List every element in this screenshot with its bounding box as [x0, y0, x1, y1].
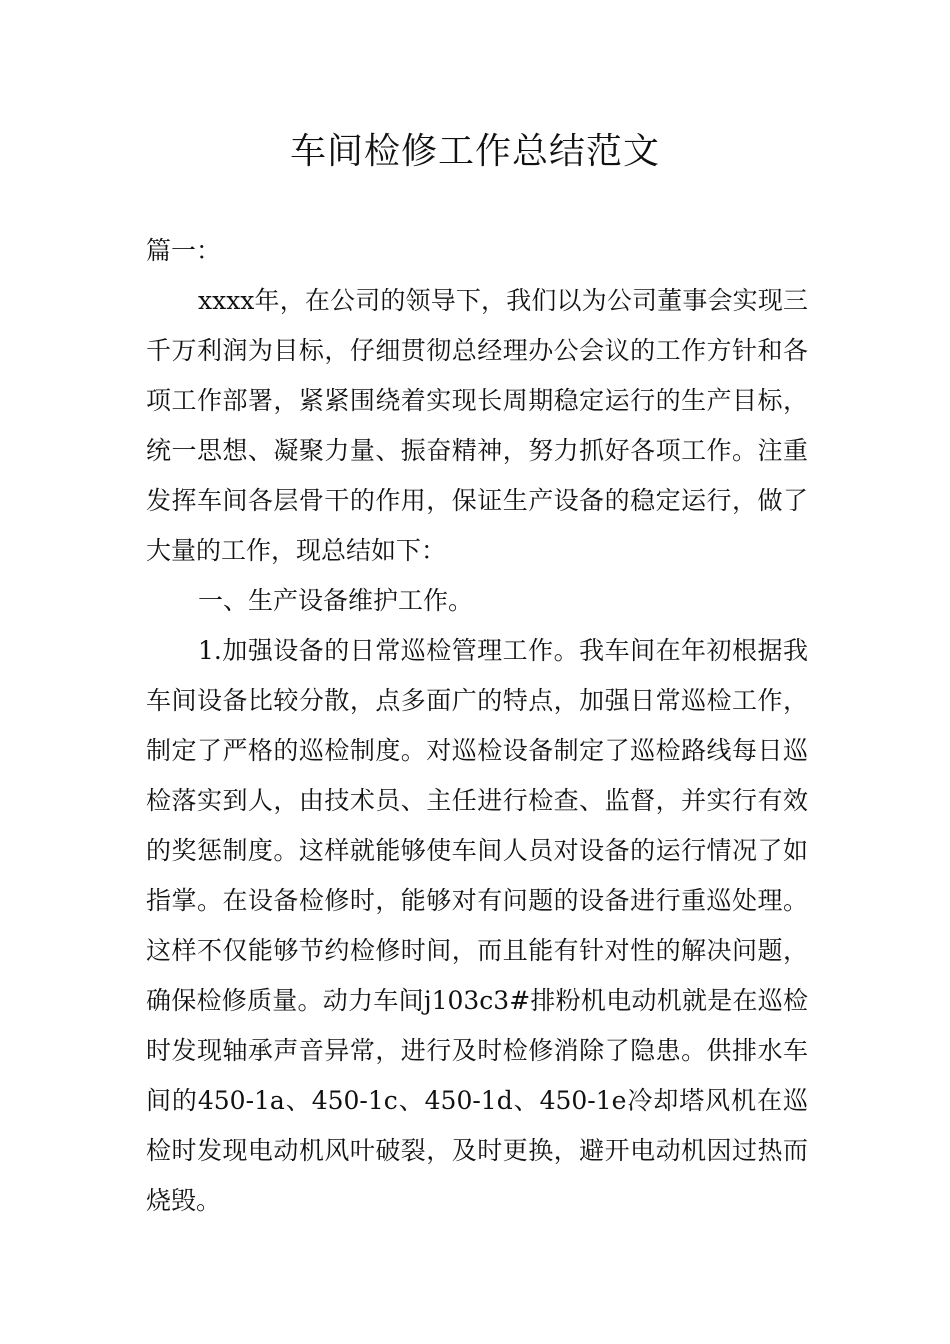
document-title: 车间检修工作总结范文 — [289, 131, 660, 172]
paragraph-heading-1: 一、生产设备维护工作。 — [198, 586, 474, 615]
paragraph-intro: xxxx年，在公司的领导下，我们以为公司董事会实现三千万利润为目标，仔细贯彻总经理办公会议的工作方针和各项工作部署，紧紧围绕着实现长周期稳定运行的生产目标，统一思想、凝聚力量、振奋精神，努力抓好各项工作。注重发挥车间各层骨干的作用，保证生产设备的稳定运行，做了大量的工作，现总结如下： — [146, 286, 808, 565]
paragraph-item-1: 1.加强设备的日常巡检管理工作。我车间在年初根据我车间设备比较分散，点多面广的特点，加强日常巡检工作，制定了严格的巡检制度。对巡检设备制定了巡检路线每日巡检落实到人，由技术员、主任进行检查、监督，并实行有效的奖惩制度。这样就能够使车间人员对设备的运行情况了如指掌。在设备检修时，能够对有问题的设备进行重巡处理。这样不仅能够节约检修时间，而且能有针对性的解决问题，确保检修质量。动力车间j103c3#排粉机电动机就是在巡检时发现轴承声音异常，进行及时检修消除了隐患。供排水车间的450-1a、450-1c、450-1d、450-1e冷却塔风机在巡检时发现电动机风叶破裂，及时更换，避开电动机因过热而烧毁。 — [146, 636, 808, 1215]
section-label: 篇一： — [146, 236, 222, 265]
document-body — [146, 226, 808, 1226]
